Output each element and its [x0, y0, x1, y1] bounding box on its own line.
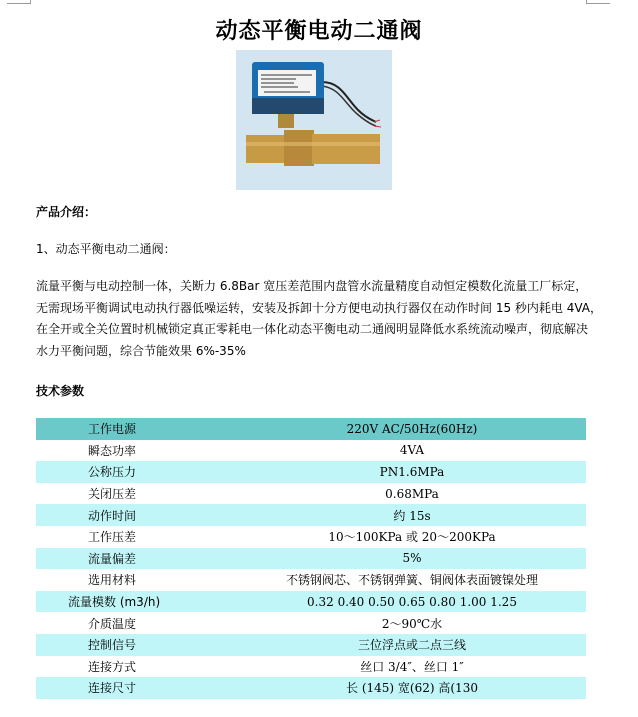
spec-label: 动作时间: [88, 508, 137, 523]
table-row: [36, 591, 586, 613]
spec-value: 4VA: [399, 443, 425, 458]
product-subheading: 1、动态平衡电动二通阀：: [36, 242, 176, 256]
valve-illustration-icon: [236, 50, 392, 190]
spec-label: 流量模数 (m3/h): [68, 595, 161, 610]
spec-heading: 技术参数: [36, 384, 85, 398]
spec-value: 0.68MPa: [385, 486, 439, 501]
table-row: [36, 418, 586, 440]
spec-value: 0.32 0.40 0.50 0.65 0.80 1.00 1.25: [307, 594, 517, 609]
description-line: 在全开或全关位置时机械锁定真正零耗电一体化动态平衡电动二通阀明显降低水系统流动噪声，彻底解决: [36, 322, 589, 336]
spec-label: 连接方式: [88, 659, 137, 674]
spec-label: 选用材料: [88, 573, 137, 588]
spec-value: 丝口 3/4″、丝口 1″: [360, 659, 464, 674]
spec-value: 不锈钢阀芯、不锈钢弹簧、铜阀体表面镀镍处理: [285, 573, 538, 588]
crop-mark-top-right-h: [586, 3, 610, 4]
spec-label: 工作压差: [88, 530, 137, 545]
spec-label: 工作电源: [88, 422, 137, 437]
table-row: [36, 526, 586, 548]
spec-label: 控制信号: [88, 638, 137, 653]
spec-value: PN1.6MPa: [379, 464, 445, 479]
table-row: [36, 548, 586, 570]
intro-heading: 产品介绍：: [36, 205, 97, 219]
table-row: [36, 656, 586, 678]
product-image: [236, 50, 392, 190]
table-row: [36, 677, 586, 699]
spec-value: 三位浮点或二点三线: [357, 638, 466, 653]
description-line: 流量平衡与电动控制一体，关断力 6.8Bar 宽压差范围内盘管水流量精度自动恒定模数化流量工厂标定，: [36, 279, 588, 293]
table-row: [36, 612, 586, 634]
document-title: 动态平衡电动二通阀: [215, 18, 423, 44]
product-description: [36, 276, 603, 362]
spec-label: 公称压力: [88, 465, 137, 480]
spec-value: 长 (145) 宽(62) 高(130: [346, 681, 478, 696]
spec-table: [36, 418, 586, 699]
spec-value: 2～90℃水: [381, 616, 443, 631]
description-line: 水力平衡问题，综合节能效果 6%-35%: [36, 343, 246, 358]
spec-value: 10～100KPa 或 20～200KPa: [328, 530, 496, 545]
table-row: [36, 483, 586, 505]
spec-label: 连接尺寸: [88, 681, 137, 696]
spec-label: 瞬态功率: [88, 443, 137, 458]
spec-value: 约 15s: [393, 508, 431, 523]
table-row: [36, 569, 586, 591]
spec-label: 关闭压差: [88, 487, 137, 502]
crop-mark-top-left-h: [7, 3, 31, 4]
spec-value: 220V AC/50Hz(60Hz): [346, 421, 478, 436]
table-row: [36, 504, 586, 526]
table-row: [36, 440, 586, 462]
table-row: [36, 461, 586, 483]
spec-label: 流量偏差: [88, 551, 137, 566]
table-row: [36, 634, 586, 656]
spec-label: 介质温度: [88, 616, 137, 631]
spec-value: 5%: [402, 551, 422, 566]
description-line: 无需现场平衡调试电动执行器低噪运转，安装及拆卸十分方便电动执行器仅在动作时间 15 秒内耗电 4VA，: [36, 300, 603, 315]
